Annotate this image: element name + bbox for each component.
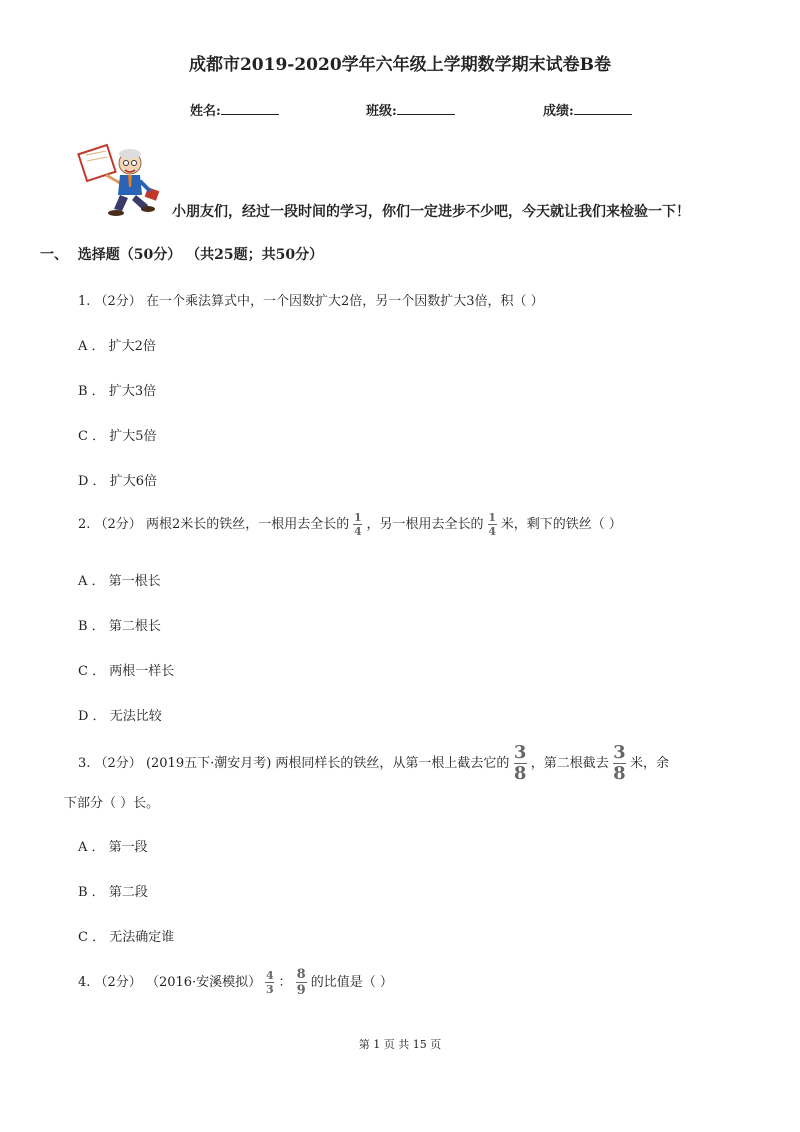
q1-option-d: D ． 扩大6倍 [78, 474, 157, 489]
q4-fraction-2: $\frac{8}{9}$ [296, 967, 306, 998]
question-4 [78, 968, 393, 997]
q2-option-c: C ． 两根一样长 [78, 664, 175, 679]
q2-fraction-2: $\frac{1}{4}$ [488, 511, 496, 538]
q3-fraction-1: $\frac{3}{8}$ [513, 742, 527, 784]
section-title: 选择题（50分） （共25题；共50分） [77, 247, 324, 263]
q1-option-b: B ． 扩大3倍 [78, 384, 157, 399]
q4-text-part1: 4. （2分） （2016·安溪模拟） [78, 975, 262, 990]
intro-text: 小朋友们，经过一段时间的学习，你们一定进步不少吧，今天就让我们来检验一下！ [172, 204, 690, 220]
q4-colon: ： [278, 975, 292, 990]
question-2 [78, 512, 622, 537]
name-label: 姓名: [190, 104, 221, 119]
q3-option-a: A ． 第一段 [78, 840, 148, 855]
page-title: 成都市2019-2020学年六年级上学期数学期末试卷B卷 [188, 55, 612, 75]
q2-option-d: D ． 无法比较 [78, 709, 162, 724]
mascot-illustration [76, 143, 166, 218]
section-number: 一、 [40, 247, 68, 263]
q3-text-part2: ，第二根截去 [530, 756, 609, 771]
q3-line2: 下部分（ ）长。 [64, 796, 160, 811]
score-label: 成绩: [543, 104, 574, 119]
q3-option-b: B ． 第二段 [78, 885, 148, 900]
q3-text-part1: 3. （2分） (2019五下·潮安月考) 两根同样长的铁丝，从第一根上截去它的 [78, 756, 510, 771]
class-label: 班级: [366, 104, 397, 119]
q2-fraction-1: $\frac{1}{4}$ [354, 511, 362, 538]
name-field [190, 100, 279, 119]
q2-text-part1: 2. （2分） 两根2米长的铁丝，一根用去全长的 [78, 517, 350, 532]
class-blank [397, 102, 455, 115]
q2-option-b: B ． 第二根长 [78, 619, 161, 634]
q2-option-a: A ． 第一根长 [78, 574, 161, 589]
q3-fraction-2: $\frac{3}{8}$ [613, 742, 626, 784]
q1-option-c: C ． 扩大5倍 [78, 429, 157, 444]
q4-fraction-1: $\frac{4}{3}$ [265, 969, 274, 996]
section-heading [40, 244, 323, 264]
score-field [543, 100, 632, 119]
q4-text-part2: 的比值是（ ） [310, 975, 393, 990]
q2-text-part3: 米，剩下的铁丝（ ） [500, 517, 622, 532]
name-blank [221, 102, 279, 115]
class-field [366, 100, 455, 119]
q1-option-a: A ． 扩大2倍 [78, 339, 156, 354]
q3-text-part3: 米，余 [630, 756, 670, 771]
page-footer: 第 1 页 共 15 页 [358, 1038, 442, 1051]
score-blank [574, 102, 632, 115]
q2-text-part2: ，另一根用去全长的 [366, 517, 484, 532]
q3-option-c: C ． 无法确定谁 [78, 930, 175, 945]
question-1: 1. （2分） 在一个乘法算式中，一个因数扩大2倍，另一个因数扩大3倍，积（ ） [78, 294, 544, 309]
question-3 [78, 744, 669, 783]
